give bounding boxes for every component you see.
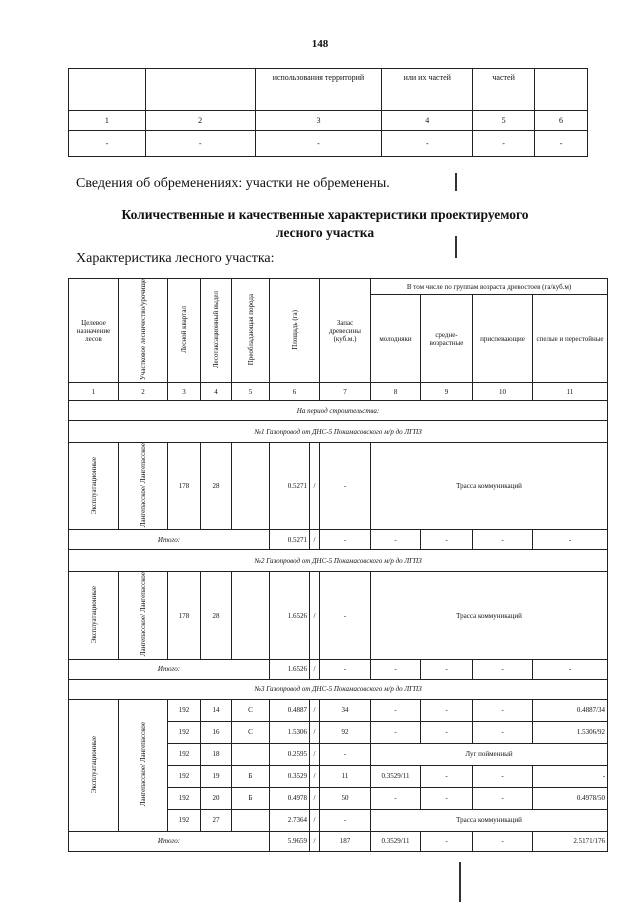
quarter-cell: 192	[168, 721, 201, 743]
forest-characteristics-table	[68, 278, 608, 852]
note-cell: Трасса коммуникаций	[371, 572, 608, 659]
top-header-cell	[69, 69, 146, 111]
top-dash-cell: -	[535, 131, 588, 157]
total-value: -	[473, 659, 533, 679]
quarter-cell: 178	[168, 443, 201, 530]
header-purpose: Целевое назначение лесов	[69, 279, 119, 383]
young-cell: -	[371, 787, 421, 809]
total-value: -	[371, 659, 421, 679]
quarter-cell: 178	[168, 572, 201, 659]
top-num-cell: 5	[473, 111, 535, 131]
col-number: 8	[371, 383, 421, 401]
stock-cell: 11	[320, 765, 371, 787]
stock-cell: 92	[320, 721, 371, 743]
header-age-groups: В том числе по группам возраста древостоев (га/куб.м)	[371, 279, 608, 295]
forestry-cell: Лангепасское/ Лангепасское	[119, 699, 168, 831]
header-mature: спелые и перестойные	[533, 295, 608, 383]
section-title: Количественные и качественные характеристики проектируемого лесного участка	[121, 207, 529, 240]
stock-cell: 34	[320, 699, 371, 721]
total-value: -	[320, 659, 371, 679]
header-middle: средне-возрастные	[421, 295, 473, 383]
area-cell: 0.4887	[270, 699, 310, 721]
top-num-cell: 1	[69, 111, 146, 131]
quarter-cell: 192	[168, 809, 201, 831]
encumbrance-text: Сведения об обременениях: участки не обременены.	[76, 176, 390, 191]
header-species: Преобладающая порода	[232, 279, 270, 383]
slash-cell: /	[310, 721, 320, 743]
top-dash-cell: -	[255, 131, 382, 157]
header-forestry: Участковое лесничество/урочище	[119, 279, 168, 383]
area-cell: 1.5306	[270, 721, 310, 743]
stock-cell: 50	[320, 787, 371, 809]
top-num-cell: 6	[535, 111, 588, 131]
purpose-cell: Эксплуатационные	[69, 443, 119, 530]
young-cell: -	[371, 699, 421, 721]
top-header-cell: использования территорий	[255, 69, 382, 111]
total-value: -	[320, 530, 371, 550]
compartment-cell: 20	[201, 787, 232, 809]
total-young: 0.3529/11	[371, 831, 421, 851]
species-cell	[232, 809, 270, 831]
compartment-cell: 16	[201, 721, 232, 743]
species-cell	[232, 743, 270, 765]
premature-cell: -	[473, 765, 533, 787]
total-label: Итого:	[69, 831, 270, 851]
total-slash: /	[310, 530, 320, 550]
top-header-cell	[145, 69, 255, 111]
total-stock: 187	[320, 831, 371, 851]
middle-cell: -	[421, 699, 473, 721]
species-cell: Б	[232, 765, 270, 787]
forestry-cell: Лангепасское/ Лангепасское	[119, 443, 168, 530]
mature-cell: 0.4887/34	[533, 699, 608, 721]
slash-cell: /	[310, 809, 320, 831]
area-cell: 0.2595	[270, 743, 310, 765]
col-number: 9	[421, 383, 473, 401]
stock-cell: -	[320, 743, 371, 765]
premature-cell: -	[473, 699, 533, 721]
top-dash-cell: -	[382, 131, 473, 157]
top-num-cell: 3	[255, 111, 382, 131]
middle-cell: -	[421, 765, 473, 787]
total-area: 0.5271	[270, 530, 310, 550]
header-compartment: Лесотаксационный выдел	[201, 279, 232, 383]
area-cell: 0.4978	[270, 787, 310, 809]
stock-cell: -	[320, 809, 371, 831]
total-premature: -	[473, 831, 533, 851]
page-number: 148	[311, 38, 329, 50]
slash-cell: /	[310, 572, 320, 659]
compartment-cell: 14	[201, 699, 232, 721]
compartment-cell: 27	[201, 809, 232, 831]
col-number: 1	[69, 383, 119, 401]
total-slash: /	[310, 831, 320, 851]
species-cell: С	[232, 721, 270, 743]
area-cell: 2.7364	[270, 809, 310, 831]
note-cell: Луг пойменный	[371, 743, 608, 765]
col-number: 6	[270, 383, 320, 401]
total-mature: 2.5171/176	[533, 831, 608, 851]
scan-mark	[455, 173, 457, 191]
area-cell: 0.3529	[270, 765, 310, 787]
quarter-cell: 192	[168, 787, 201, 809]
mature-cell: 1.5306/92	[533, 721, 608, 743]
slash-cell: /	[310, 699, 320, 721]
top-header-cell: или их частей	[382, 69, 473, 111]
col-number: 11	[533, 383, 608, 401]
header-quarter: Лесной квартал	[168, 279, 201, 383]
col-number: 10	[473, 383, 533, 401]
mature-cell: 0.4978/50	[533, 787, 608, 809]
top-header-cell: частей	[473, 69, 535, 111]
col-number: 7	[320, 383, 371, 401]
header-premature: приспевающие	[473, 295, 533, 383]
top-dash-cell: -	[69, 131, 146, 157]
middle-cell: -	[421, 721, 473, 743]
area-cell: 1.6526	[270, 572, 310, 659]
premature-cell: -	[473, 787, 533, 809]
scan-mark	[459, 862, 461, 902]
compartment-cell: 19	[201, 765, 232, 787]
period-row: На период строительства:	[69, 401, 608, 421]
slash-cell: /	[310, 743, 320, 765]
object-title: №1 Газопровод от ДНС-5 Покамасовского м/р до ЛГПЗ	[69, 421, 608, 443]
total-label: Итого:	[69, 530, 270, 550]
total-value: -	[421, 530, 473, 550]
subtitle: Характеристика лесного участка:	[76, 251, 275, 266]
total-area: 5.9659	[270, 831, 310, 851]
stock-cell: -	[320, 443, 371, 530]
header-young: молодняки	[371, 295, 421, 383]
quarter-cell: 192	[168, 743, 201, 765]
col-number: 5	[232, 383, 270, 401]
premature-cell: -	[473, 721, 533, 743]
compartment-cell: 18	[201, 743, 232, 765]
total-value: -	[533, 659, 608, 679]
mature-cell: -	[533, 765, 608, 787]
middle-cell: -	[421, 787, 473, 809]
species-cell	[232, 572, 270, 659]
total-area: 1.6526	[270, 659, 310, 679]
quarter-cell: 192	[168, 765, 201, 787]
top-dash-cell: -	[145, 131, 255, 157]
total-value: -	[421, 659, 473, 679]
top-header-cell	[535, 69, 588, 111]
purpose-cell: Эксплуатационные	[69, 572, 119, 659]
slash-cell: /	[310, 765, 320, 787]
slash-cell: /	[310, 787, 320, 809]
top-num-cell: 2	[145, 111, 255, 131]
top-table	[68, 68, 588, 157]
young-cell: -	[371, 721, 421, 743]
note-cell: Трасса коммуникаций	[371, 809, 608, 831]
object-title: №3 Газопровод от ДНС-5 Покамасовского м/р до ЛГПЗ	[69, 679, 608, 699]
total-middle: -	[421, 831, 473, 851]
area-cell: 0.5271	[270, 443, 310, 530]
note-cell: Трасса коммуникаций	[371, 443, 608, 530]
total-slash: /	[310, 659, 320, 679]
total-value: -	[533, 530, 608, 550]
col-number: 3	[168, 383, 201, 401]
species-cell: Б	[232, 787, 270, 809]
top-dash-cell: -	[473, 131, 535, 157]
purpose-cell: Эксплуатационные	[69, 699, 119, 831]
col-number: 4	[201, 383, 232, 401]
young-cell: 0.3529/11	[371, 765, 421, 787]
slash-cell: /	[310, 443, 320, 530]
species-cell	[232, 443, 270, 530]
col-number: 2	[119, 383, 168, 401]
compartment-cell: 28	[201, 572, 232, 659]
compartment-cell: 28	[201, 443, 232, 530]
forestry-cell: Лангепасское/ Лангепасское	[119, 572, 168, 659]
header-stock: Запас древесины (куб.м.)	[320, 279, 371, 383]
total-value: -	[371, 530, 421, 550]
species-cell: С	[232, 699, 270, 721]
total-label: Итого:	[69, 659, 270, 679]
top-num-cell: 4	[382, 111, 473, 131]
total-value: -	[473, 530, 533, 550]
quarter-cell: 192	[168, 699, 201, 721]
header-area: Площадь (га)	[270, 279, 320, 383]
stock-cell: -	[320, 572, 371, 659]
object-title: №2 Газопровод от ДНС-5 Покамасовского м/р до ЛГПЗ	[69, 550, 608, 572]
